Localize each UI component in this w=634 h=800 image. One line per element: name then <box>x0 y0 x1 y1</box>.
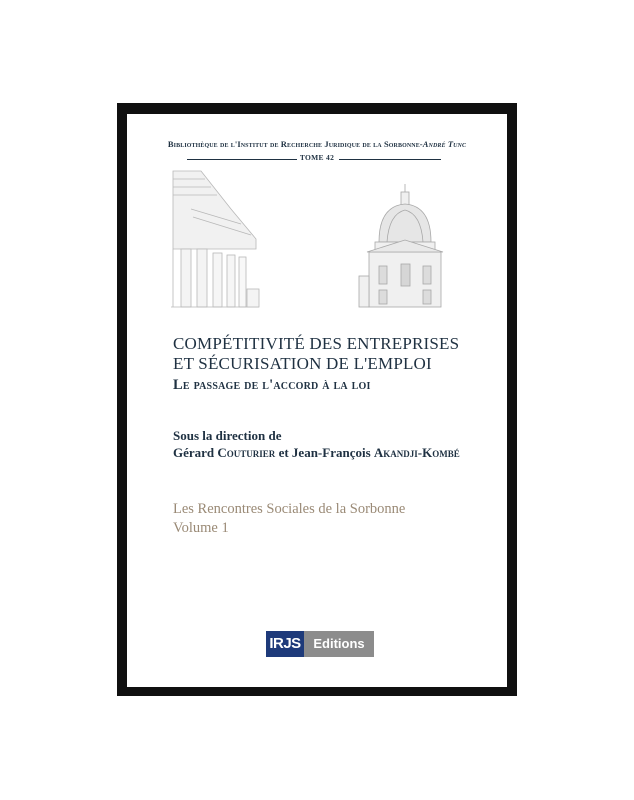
book-cover <box>127 114 507 687</box>
title-line-1: COMPÉTITIVITÉ DES ENTREPRISES <box>173 334 460 353</box>
editors-connector: et <box>278 445 289 460</box>
logo-mark: IRJS <box>266 631 304 657</box>
series-title <box>127 139 507 149</box>
editor-1-first: Gérard <box>173 445 215 460</box>
direction-intro: Sous la direction de <box>173 428 282 443</box>
book-title <box>173 334 493 374</box>
editors-names <box>173 444 503 461</box>
tome-number: TOME 42 <box>299 153 335 162</box>
editor-2-last: Akandji-Kombé <box>373 445 460 460</box>
building-illustration-left <box>171 169 261 309</box>
collection-info <box>173 500 493 538</box>
publisher-logo <box>266 631 374 657</box>
sorbonne-dome-illustration <box>357 184 447 309</box>
collection-name: Les Rencontres Sociales de la Sorbonne <box>173 501 406 517</box>
editor-2-first: Jean-François <box>291 445 371 460</box>
tome-row <box>127 153 507 165</box>
editor-1-last: Couturier <box>217 445 276 460</box>
series-italic: André Tunc <box>422 139 467 149</box>
series-prefix: Bibliothèque de l'Institut de Recherche Juridique de la Sorbonne- <box>167 139 423 149</box>
editors <box>173 427 503 461</box>
collection-volume: Volume 1 <box>173 520 229 536</box>
book-subtitle: Le passage de l'accord à la loi <box>173 377 371 393</box>
book-cover-frame <box>117 103 517 696</box>
title-line-2: ET SÉCURISATION DE L'EMPLOI <box>173 354 432 373</box>
logo-text: Editions <box>304 631 374 657</box>
